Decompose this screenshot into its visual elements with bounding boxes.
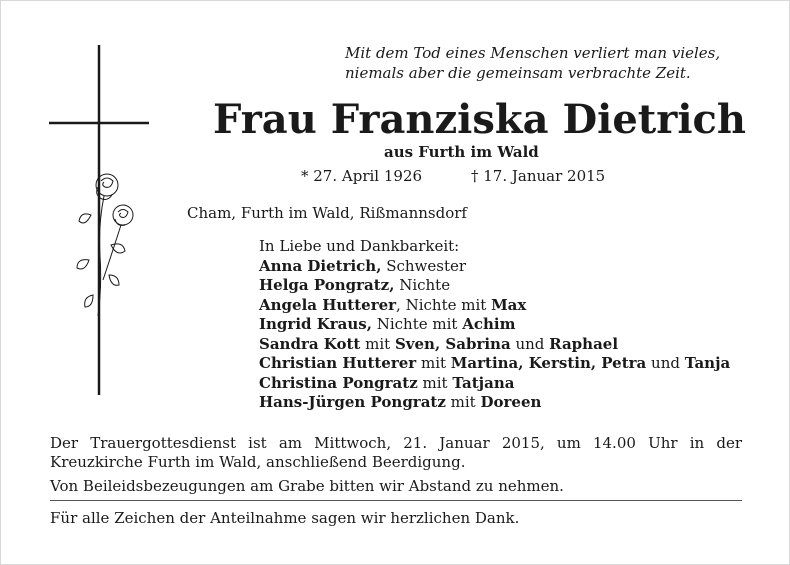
places: Cham, Furth im Wald, Rißmannsdorf — [187, 204, 467, 222]
mourner-partner: Achim — [462, 315, 516, 333]
mourner-name: Christian Hutterer — [259, 354, 417, 372]
mourner-relation: Nichte — [394, 276, 451, 294]
mourner-entry — [259, 257, 759, 277]
quote-line-2: niemals aber die gemeinsam verbrachte Zeit. — [345, 64, 691, 82]
mourner-relation: Nichte mit — [371, 315, 463, 333]
mourner-relation: mit — [416, 354, 451, 372]
mourner-partner: Doreen — [480, 393, 542, 411]
mourner-relation: Schwester — [381, 256, 467, 275]
mourner-relation: , Nichte mit — [396, 295, 492, 314]
service-info: Der Trauergottesdienst ist am Mittwoch, 21. Januar 2015, um 14.00 Uhr in der Kreuzkirche Furth im Wald, anschließend Beerdigung. — [50, 434, 742, 471]
mourner-child: Raphael — [549, 334, 619, 353]
condolence-note: Von Beileidsbezeugungen am Grabe bitten wir Abstand zu nehmen. — [50, 477, 564, 495]
mourner-name: Christina Pongratz — [259, 373, 418, 392]
mourner-entry — [259, 374, 759, 394]
birth-date: * 27. April 1926 — [301, 167, 423, 185]
death-date: † 17. Januar 2015 — [471, 167, 606, 185]
cross-with-roses-icon — [49, 45, 149, 395]
mourner-children: Sven, Sabrina — [394, 334, 511, 353]
mourner-conjunction: und — [646, 354, 685, 372]
mourner-children: Martina, Kerstin, Petra — [450, 354, 647, 372]
deceased-origin: aus Furth im Wald — [384, 143, 539, 161]
mourner-entry — [259, 315, 759, 335]
mourner-name: Ingrid Kraus, — [259, 315, 372, 333]
mourner-name: Anna Dietrich, — [259, 256, 382, 275]
mourner-child: Tanja — [684, 354, 731, 372]
quote-line-1: Mit dem Tod eines Menschen verliert man vieles, — [345, 44, 721, 62]
mourner-name: Hans-Jürgen Pongratz — [259, 393, 446, 411]
mourner-partner: Max — [491, 295, 527, 314]
quote — [345, 43, 745, 83]
mourners-intro: In Liebe und Dankbarkeit: — [259, 237, 460, 255]
mourner-relation: mit — [417, 373, 453, 392]
divider — [50, 500, 742, 501]
mourner-name: Angela Hutterer — [259, 295, 397, 314]
deceased-name: Frau Franziska Dietrich — [213, 96, 746, 143]
mourner-relation: mit — [445, 393, 481, 411]
mourner-name: Sandra Kott — [259, 334, 361, 353]
mourner-partner: Tatjana — [452, 373, 515, 392]
mourner-entry — [259, 335, 759, 355]
thanks-note: Für alle Zeichen der Anteilnahme sagen wir herzlichen Dank. — [50, 509, 520, 527]
mourner-entry — [259, 354, 759, 374]
mourner-entry — [259, 393, 759, 413]
mourner-conjunction: und — [510, 334, 550, 353]
mourners-list — [259, 237, 759, 413]
mourner-relation: mit — [360, 334, 395, 353]
mourner-name: Helga Pongratz, — [259, 276, 395, 294]
mourner-entry — [259, 276, 759, 296]
mourner-entry — [259, 296, 759, 316]
